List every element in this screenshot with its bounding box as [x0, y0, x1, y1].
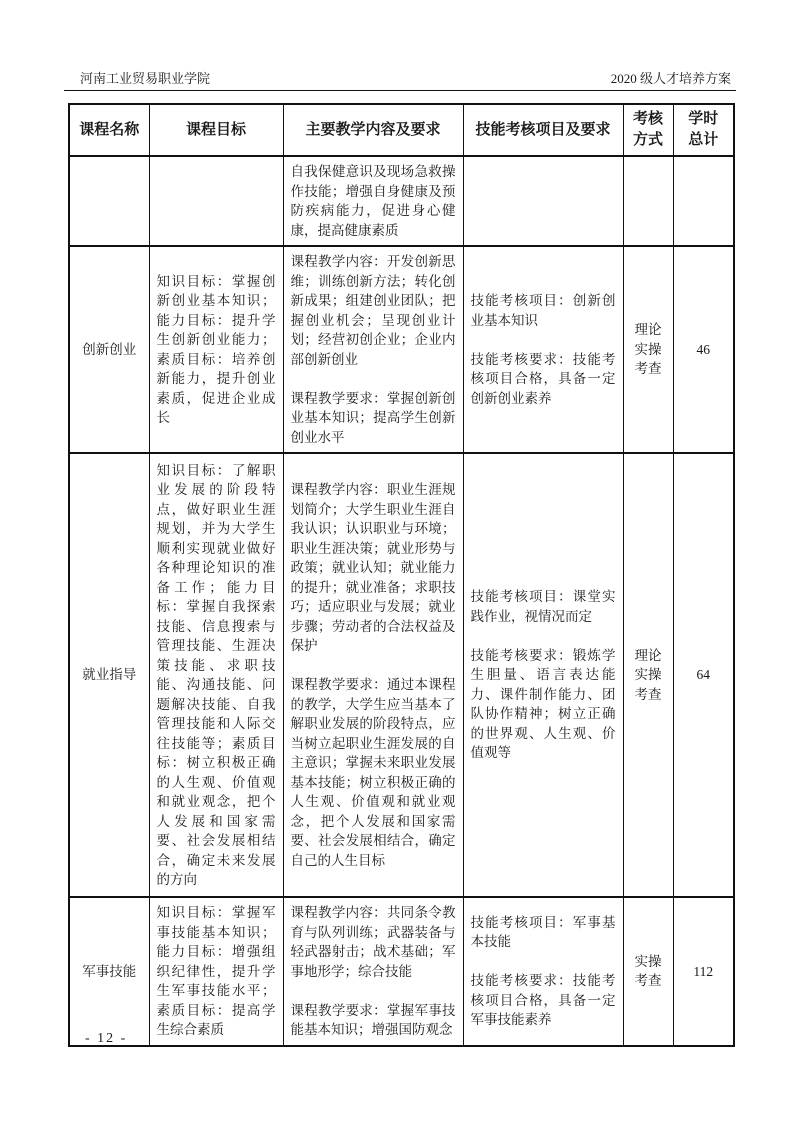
cell-skill-assessment	[463, 897, 623, 1046]
cell-course-name: 就业指导	[69, 453, 149, 897]
cell-teaching-content	[283, 246, 463, 453]
content-paragraph: 自我保健意识及现场急救操作技能；增强自身健康及预防疾病能力，促进身心健康，提高健康素质	[290, 164, 456, 238]
col-header-assessment-method	[623, 104, 673, 156]
course-table	[68, 103, 735, 1047]
cell-total-hours: 112	[673, 897, 734, 1046]
cell-skill-assessment	[463, 156, 623, 246]
col-header-total-hours	[673, 104, 734, 156]
col-header-teaching-content	[283, 104, 463, 156]
assessment-paragraph: 技能考核要求：锻炼学生胆量、语言表达能力、课件制作能力、团队协作精神；树立正确的世界观、人生观、价值观等	[470, 647, 616, 761]
cell-total-hours: 46	[673, 246, 734, 453]
document-header	[66, 68, 733, 87]
col-header-course-name	[69, 104, 149, 156]
col-header-label: 技能考核项目及要求	[475, 121, 611, 138]
cell-skill-assessment	[463, 246, 623, 453]
cell-assessment-method: 理论实操考查	[623, 453, 673, 897]
col-header-skill-assessment	[463, 104, 623, 156]
content-paragraph: 课程教学要求：掌握创新创业基本知识；提高学生创新创业水平	[290, 390, 456, 445]
table-header-row	[69, 104, 734, 156]
cell-teaching-content	[283, 897, 463, 1046]
assessment-paragraph: 技能考核项目：创新创业基本知识	[470, 293, 616, 328]
col-header-course-objectives	[149, 104, 283, 156]
col-header-label: 课程名称	[79, 121, 140, 138]
cell-assessment-method: 实操考查	[623, 897, 673, 1046]
assessment-paragraph: 技能考核项目：课堂实践作业，视情况而定	[470, 589, 616, 624]
cell-course-name: 军事技能	[69, 897, 149, 1046]
content-paragraph: 课程教学内容：开发创新思维；训练创新方法；转化创新成果；组建创业团队；把握创业机会；呈现创业计划；经营初创企业；企业内部创新创业	[290, 254, 456, 367]
cell-total-hours: 64	[673, 453, 734, 897]
cell-course-objectives: 知识目标：了解职业发展的阶段特点，做好职业生涯规划，并为大学生顺利实现就业做好各种理论知识的准备工作；能力目标：掌握自我探索技能、信息搜索与管理技能、生涯决策技能、求职技能、沟通技能、问题解决技能、自我管理技能和人际交往技能等；素质目标：树立积极正确的人生观、价值观和就业观念，把个人发展和国家需要、社会发展相结合，确定未来发展的方向	[149, 453, 283, 897]
table-row-innovation	[69, 246, 734, 453]
assessment-paragraph: 技能考核项目：军事基本技能	[470, 914, 616, 950]
cell-course-name	[69, 156, 149, 246]
content-paragraph: 课程教学内容：职业生涯规划简介；大学生职业生涯自我认识；认识职业与环境；职业生涯决策；就业形势与政策；就业认知；就业能力的提升；就业准备；求职技巧；适应职业与发展；就业步骤；劳动者的合法权益及保护	[290, 482, 456, 653]
col-header-label: 主要教学内容及要求	[305, 121, 441, 138]
page-number: - 12 -	[85, 1031, 128, 1046]
col-header-label: 课程目标	[185, 121, 246, 138]
cell-course-objectives	[149, 156, 283, 246]
cell-skill-assessment	[463, 453, 623, 897]
cell-total-hours	[673, 156, 734, 246]
content-paragraph: 课程教学要求：通过本课程的教学，大学生应当基本了解职业发展的阶段特点，应当树立起职业生涯发展的自主意识；掌握未来职业发展基本技能；树立积极正确的人生观、价值观和就业观念，把个人发展和国家需要、社会发展相结合，确定自己的人生目标	[290, 677, 456, 868]
table-row-continued	[69, 156, 734, 246]
cell-assessment-method: 理论实操考查	[623, 246, 673, 453]
cell-course-objectives: 知识目标：掌握创新创业基本知识；能力目标：提升学生创新创业能力；素质目标：培养创新能力，提升创业素质，促进企业成长	[149, 246, 283, 453]
table-row-employment-guidance	[69, 453, 734, 897]
cell-assessment-method	[623, 156, 673, 246]
cell-teaching-content	[283, 453, 463, 897]
col-header-label: 学时总计	[688, 111, 719, 148]
header-rule	[64, 90, 736, 91]
assessment-paragraph: 技能考核要求：技能考核项目合格，具备一定创新创业素养	[470, 351, 616, 406]
cell-teaching-content	[283, 156, 463, 246]
table-row-military-skills	[69, 897, 734, 1046]
cell-course-objectives: 知识目标：掌握军事技能基本知识；能力目标：增强组织纪律性，提升学生军事技能水平；素质目标：提高学生综合素质	[149, 897, 283, 1046]
content-paragraph: 课程教学内容：共同条令教育与队列训练；武器装备与轻武器射击；战术基础；军事地形学；综合技能	[290, 905, 456, 979]
assessment-paragraph: 技能考核要求：技能考核项目合格，具备一定军事技能素养	[470, 973, 616, 1028]
col-header-label: 考核方式	[632, 111, 663, 148]
header-program-title: 2020 级人才培养方案	[610, 71, 731, 86]
content-paragraph: 课程教学要求：掌握军事技能基本知识；增强国防观念	[290, 1002, 456, 1037]
cell-course-name: 创新创业	[69, 246, 149, 453]
header-school-name: 河南工业贸易职业学院	[80, 71, 211, 86]
